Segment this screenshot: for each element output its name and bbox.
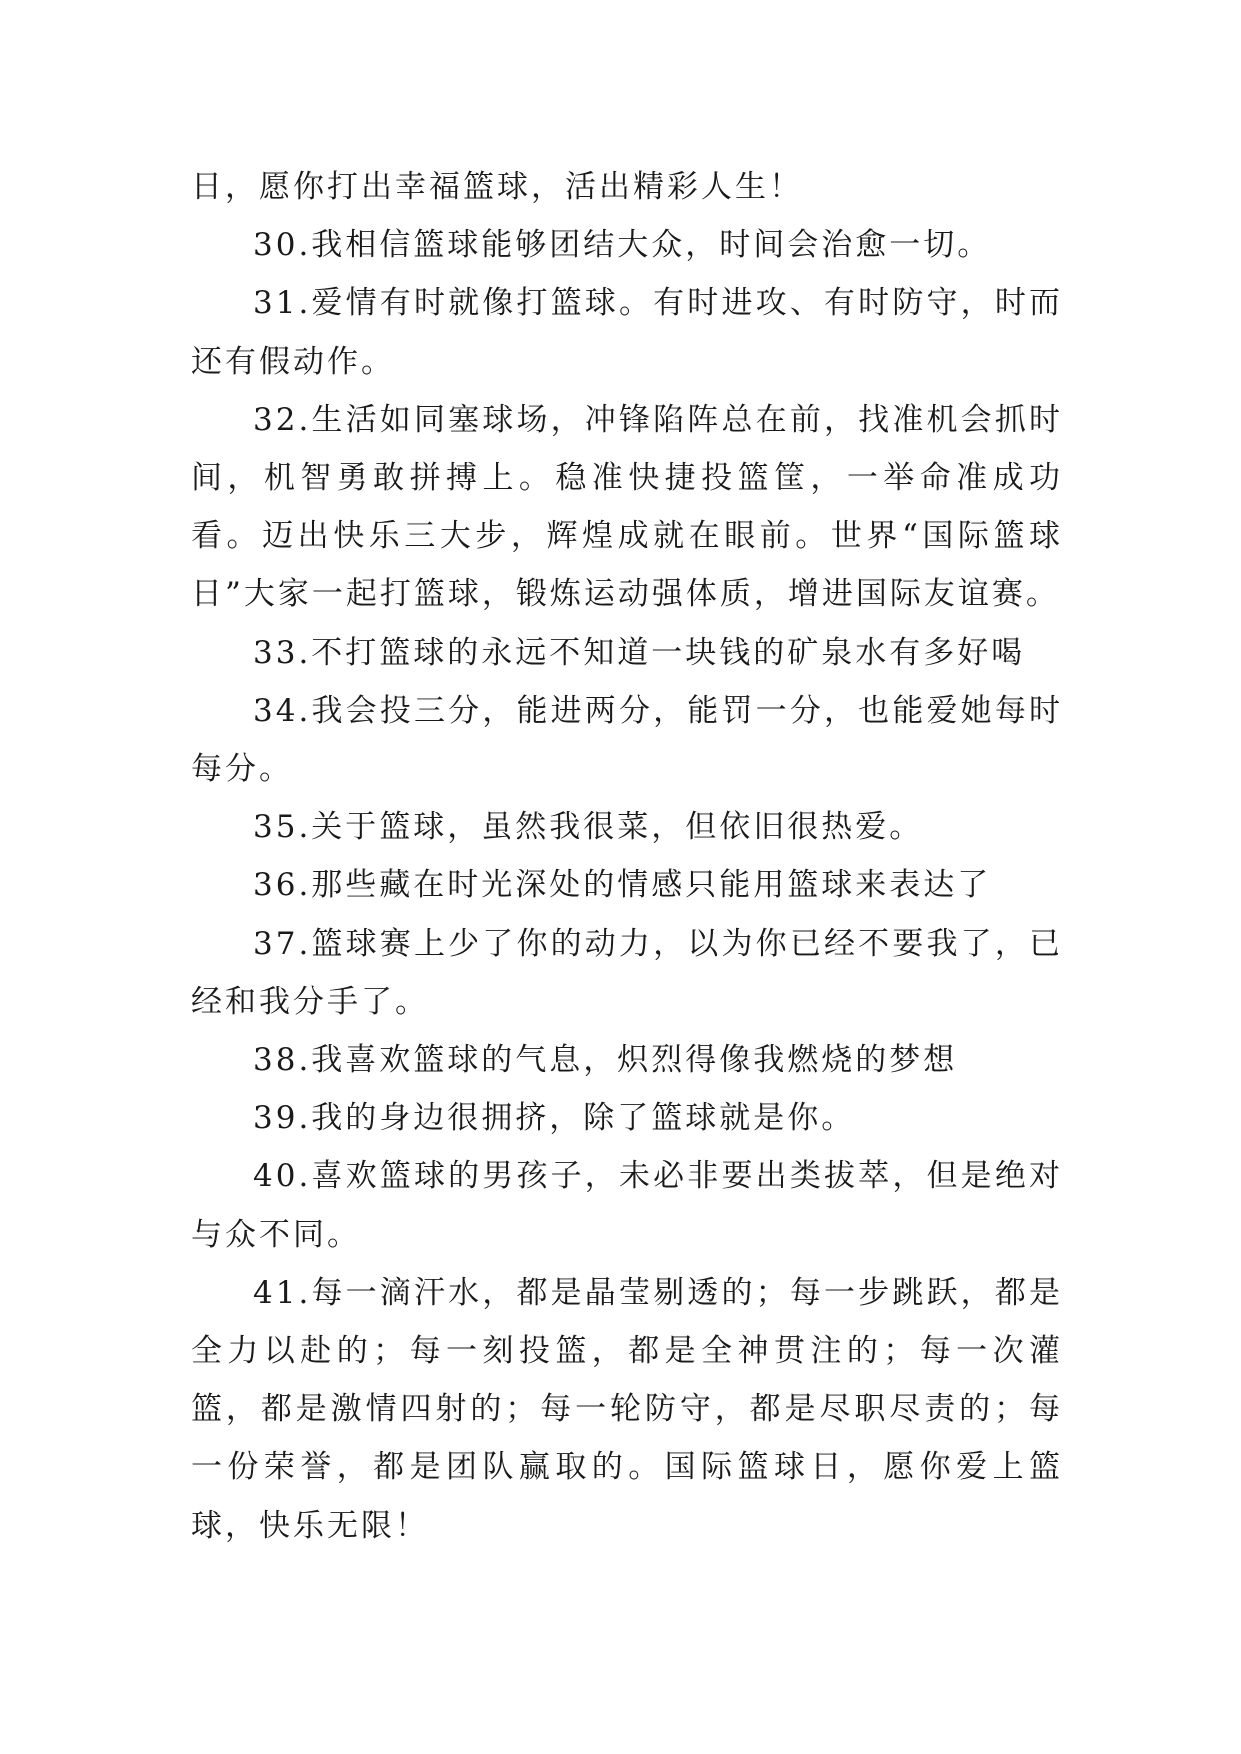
paragraph-39: 39.我的身边很拥挤，除了篮球就是你。 [253, 1100, 856, 1137]
paragraph-33: 33.不打篮球的永远不知道一块钱的矿泉水有多好喝 [253, 634, 1026, 671]
paragraph-35: 35.关于篮球，虽然我很菜，但依旧很热爱。 [253, 809, 924, 846]
paragraph-36: 36.那些藏在时光深处的情感只能用篮球来表达了 [253, 867, 992, 904]
paragraph-34: 34.我会投三分，能进两分，能罚一分，也能爱她每时每分。 [191, 692, 1063, 788]
paragraph-41: 41.每一滴汗水，都是晶莹剔透的；每一步跳跃，都是全力以赴的；每一刻投篮，都是全神贯注的；每一次灌篮，都是激情四射的；每一轮防守，都是尽职尽责的；每一份荣誉，都是团队赢取的。国际篮球日，愿你爱上篮球，快乐无限！ [191, 1274, 1063, 1544]
document-body [191, 158, 1063, 1555]
paragraph-continuation: 日，愿你打出幸福篮球，活出精彩人生！ [191, 169, 803, 205]
paragraph-40: 40.喜欢篮球的男孩子，未必非要出类拔萃，但是绝对与众不同。 [191, 1158, 1063, 1253]
paragraph-31: 31.爱情有时就像打篮球。有时进攻、有时防守，时而还有假动作。 [191, 285, 1063, 380]
paragraph-38: 38.我喜欢篮球的气息，炽烈得像我燃烧的梦想 [253, 1042, 958, 1079]
paragraph-37: 37.篮球赛上少了你的动力，以为你已经不要我了，已经和我分手了。 [191, 925, 1063, 1020]
paragraph-32: 32.生活如同塞球场，冲锋陷阵总在前，找准机会抓时间，机智勇敢拼搏上。稳准快捷投篮筐，一举命准成功看。迈出快乐三大步，辉煌成就在眼前。世界“国际篮球日”大家一起打篮球，锻炼运动强体质，增进国际友谊赛。 [191, 401, 1063, 613]
paragraph-30: 30.我相信篮球能够团结大众，时间会治愈一切。 [253, 227, 992, 264]
